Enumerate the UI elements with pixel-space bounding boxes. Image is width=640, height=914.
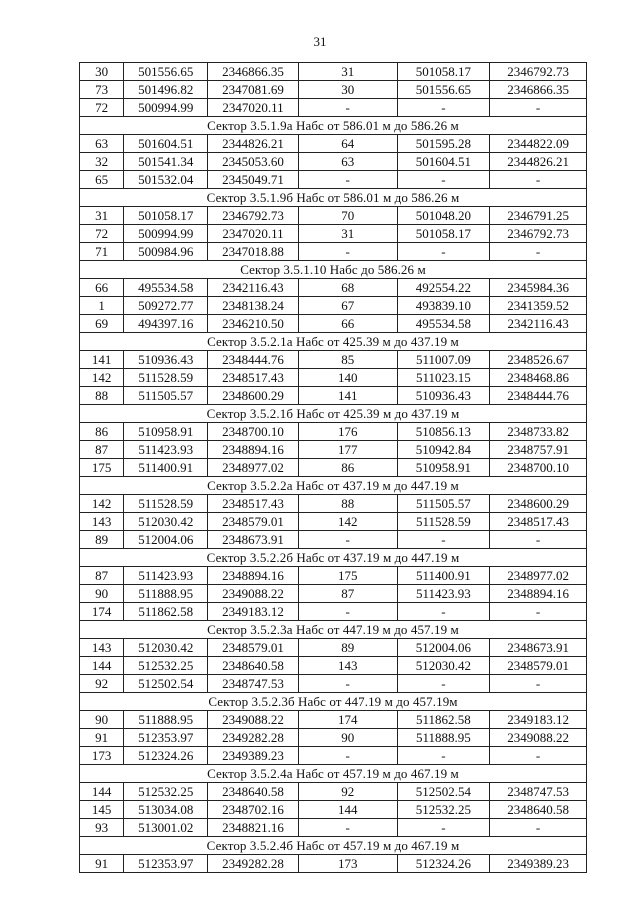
y-coordinate-cell: 2346791.25 — [490, 207, 587, 225]
table-row — [80, 387, 587, 405]
x-coordinate-cell: 501541.34 — [124, 153, 208, 171]
table-row — [80, 441, 587, 459]
sector-title: Сектор 3.5.2.1б Набс от 425.39 м до 437.19 м — [80, 405, 587, 423]
point-id-cell: 90 — [298, 729, 397, 747]
table-row — [80, 657, 587, 675]
table-row — [80, 513, 587, 531]
sector-header-row — [80, 837, 587, 855]
x-coordinate-cell: 511023.15 — [397, 369, 490, 387]
y-coordinate-cell: 2348579.01 — [208, 513, 298, 531]
y-coordinate-cell: - — [490, 243, 587, 261]
x-coordinate-cell: 512353.97 — [124, 729, 208, 747]
sector-header-row — [80, 405, 587, 423]
coordinates-table-body — [80, 63, 587, 873]
point-id-cell: 89 — [298, 639, 397, 657]
table-row — [80, 783, 587, 801]
point-id-cell: 176 — [298, 423, 397, 441]
x-coordinate-cell: - — [397, 603, 490, 621]
x-coordinate-cell: 513001.02 — [124, 819, 208, 837]
x-coordinate-cell: 501604.51 — [124, 135, 208, 153]
x-coordinate-cell: 512004.06 — [397, 639, 490, 657]
y-coordinate-cell: 2347020.11 — [208, 99, 298, 117]
sector-title: Сектор 3.5.2.3а Набс от 447.19 м до 457.19 м — [80, 621, 587, 639]
point-id-cell: 90 — [80, 585, 124, 603]
page-number: 31 — [313, 34, 327, 49]
sector-header-row — [80, 693, 587, 711]
y-coordinate-cell: - — [490, 171, 587, 189]
table-row — [80, 171, 587, 189]
x-coordinate-cell: 495534.58 — [397, 315, 490, 333]
y-coordinate-cell: 2348640.58 — [208, 783, 298, 801]
y-coordinate-cell: 2344826.21 — [208, 135, 298, 153]
y-coordinate-cell: 2348894.16 — [208, 441, 298, 459]
y-coordinate-cell: 2348600.29 — [490, 495, 587, 513]
table-row — [80, 99, 587, 117]
x-coordinate-cell: 509272.77 — [124, 297, 208, 315]
sector-title: Сектор 3.5.2.4б Набс от 457.19 м до 467.19 м — [80, 837, 587, 855]
point-id-cell: 66 — [80, 279, 124, 297]
x-coordinate-cell: 511505.57 — [124, 387, 208, 405]
y-coordinate-cell: 2349088.22 — [490, 729, 587, 747]
table-row — [80, 495, 587, 513]
x-coordinate-cell: 512324.26 — [397, 855, 490, 873]
point-id-cell: 145 — [80, 801, 124, 819]
y-coordinate-cell: 2348640.58 — [490, 801, 587, 819]
y-coordinate-cell: 2348747.53 — [490, 783, 587, 801]
sector-title: Сектор 3.5.2.1а Набс от 425.39 м до 437.19 м — [80, 333, 587, 351]
x-coordinate-cell: 493839.10 — [397, 297, 490, 315]
y-coordinate-cell: 2349389.23 — [490, 855, 587, 873]
point-id-cell: 92 — [80, 675, 124, 693]
point-id-cell: 144 — [298, 801, 397, 819]
x-coordinate-cell: 512030.42 — [397, 657, 490, 675]
x-coordinate-cell: 492554.22 — [397, 279, 490, 297]
point-id-cell: 91 — [80, 729, 124, 747]
y-coordinate-cell: 2348517.43 — [490, 513, 587, 531]
point-id-cell: 91 — [80, 855, 124, 873]
x-coordinate-cell: 501556.65 — [397, 81, 490, 99]
x-coordinate-cell: 512324.26 — [124, 747, 208, 765]
x-coordinate-cell: 510936.43 — [124, 351, 208, 369]
point-id-cell: 142 — [80, 369, 124, 387]
point-id-cell: - — [298, 99, 397, 117]
point-id-cell: 175 — [80, 459, 124, 477]
point-id-cell: 31 — [298, 63, 397, 81]
point-id-cell: 175 — [298, 567, 397, 585]
table-row — [80, 225, 587, 243]
y-coordinate-cell: 2345053.60 — [208, 153, 298, 171]
x-coordinate-cell: 511528.59 — [124, 495, 208, 513]
x-coordinate-cell: 494397.16 — [124, 315, 208, 333]
x-coordinate-cell: 500994.99 — [124, 99, 208, 117]
point-id-cell: 63 — [80, 135, 124, 153]
y-coordinate-cell: - — [490, 747, 587, 765]
point-id-cell: 142 — [80, 495, 124, 513]
y-coordinate-cell: 2348821.16 — [208, 819, 298, 837]
x-coordinate-cell: - — [397, 819, 490, 837]
sector-title: Сектор 3.5.1.9б Набс от 586.01 м до 586.26 м — [80, 189, 587, 207]
x-coordinate-cell: 512532.25 — [124, 783, 208, 801]
point-id-cell: - — [298, 603, 397, 621]
point-id-cell: - — [298, 171, 397, 189]
sector-title: Сектор 3.5.1.10 Набс до 586.26 м — [80, 261, 587, 279]
point-id-cell: 72 — [80, 99, 124, 117]
point-id-cell: 143 — [298, 657, 397, 675]
x-coordinate-cell: 512004.06 — [124, 531, 208, 549]
point-id-cell: 173 — [80, 747, 124, 765]
y-coordinate-cell: 2348700.10 — [490, 459, 587, 477]
y-coordinate-cell: 2346210.50 — [208, 315, 298, 333]
y-coordinate-cell: 2348673.91 — [490, 639, 587, 657]
point-id-cell: 69 — [80, 315, 124, 333]
x-coordinate-cell: 511423.93 — [124, 567, 208, 585]
y-coordinate-cell: - — [490, 819, 587, 837]
x-coordinate-cell: 511862.58 — [397, 711, 490, 729]
point-id-cell: 31 — [80, 207, 124, 225]
x-coordinate-cell: 501058.17 — [397, 63, 490, 81]
table-row — [80, 279, 587, 297]
x-coordinate-cell: 510958.91 — [397, 459, 490, 477]
point-id-cell: 67 — [298, 297, 397, 315]
x-coordinate-cell: 500984.96 — [124, 243, 208, 261]
point-id-cell: 144 — [80, 657, 124, 675]
x-coordinate-cell: 512030.42 — [124, 639, 208, 657]
x-coordinate-cell: 501556.65 — [124, 63, 208, 81]
x-coordinate-cell: 511505.57 — [397, 495, 490, 513]
x-coordinate-cell: - — [397, 675, 490, 693]
y-coordinate-cell: 2348579.01 — [208, 639, 298, 657]
table-row — [80, 567, 587, 585]
y-coordinate-cell: 2348894.16 — [490, 585, 587, 603]
table-row — [80, 243, 587, 261]
y-coordinate-cell: 2349183.12 — [490, 711, 587, 729]
table-row — [80, 135, 587, 153]
point-id-cell: 66 — [298, 315, 397, 333]
table-row — [80, 315, 587, 333]
point-id-cell: 87 — [80, 567, 124, 585]
y-coordinate-cell: 2345984.36 — [490, 279, 587, 297]
point-id-cell: 90 — [80, 711, 124, 729]
y-coordinate-cell: 2348747.53 — [208, 675, 298, 693]
y-coordinate-cell: 2348600.29 — [208, 387, 298, 405]
x-coordinate-cell: - — [397, 243, 490, 261]
y-coordinate-cell: - — [490, 531, 587, 549]
x-coordinate-cell: 511423.93 — [124, 441, 208, 459]
x-coordinate-cell: - — [397, 531, 490, 549]
x-coordinate-cell: 501496.82 — [124, 81, 208, 99]
x-coordinate-cell: 512502.54 — [397, 783, 490, 801]
x-coordinate-cell: 512502.54 — [124, 675, 208, 693]
y-coordinate-cell: 2349088.22 — [208, 585, 298, 603]
sector-title: Сектор 3.5.2.2б Набс от 437.19 м до 447.19 м — [80, 549, 587, 567]
point-id-cell: 174 — [298, 711, 397, 729]
sector-header-row — [80, 765, 587, 783]
y-coordinate-cell: 2347018.88 — [208, 243, 298, 261]
point-id-cell: 85 — [298, 351, 397, 369]
y-coordinate-cell: 2348640.58 — [208, 657, 298, 675]
x-coordinate-cell: 495534.58 — [124, 279, 208, 297]
sector-header-row — [80, 477, 587, 495]
x-coordinate-cell: 510942.84 — [397, 441, 490, 459]
y-coordinate-cell: 2349282.28 — [208, 729, 298, 747]
x-coordinate-cell: 511888.95 — [397, 729, 490, 747]
sector-title: Сектор 3.5.2.3б Набс от 447.19 м до 457.19м — [80, 693, 587, 711]
x-coordinate-cell: - — [397, 99, 490, 117]
sector-header-row — [80, 333, 587, 351]
table-row — [80, 675, 587, 693]
x-coordinate-cell: 511528.59 — [124, 369, 208, 387]
point-id-cell: 144 — [80, 783, 124, 801]
point-id-cell: - — [298, 819, 397, 837]
y-coordinate-cell: 2348468.86 — [490, 369, 587, 387]
y-coordinate-cell: 2344826.21 — [490, 153, 587, 171]
y-coordinate-cell: 2345049.71 — [208, 171, 298, 189]
x-coordinate-cell: 501532.04 — [124, 171, 208, 189]
x-coordinate-cell: 511007.09 — [397, 351, 490, 369]
point-id-cell: 31 — [298, 225, 397, 243]
point-id-cell: 87 — [298, 585, 397, 603]
coordinates-table — [79, 62, 587, 873]
point-id-cell: 68 — [298, 279, 397, 297]
table-row — [80, 459, 587, 477]
y-coordinate-cell: 2348733.82 — [490, 423, 587, 441]
point-id-cell: 141 — [298, 387, 397, 405]
table-row — [80, 729, 587, 747]
x-coordinate-cell: 510958.91 — [124, 423, 208, 441]
point-id-cell: 88 — [298, 495, 397, 513]
point-id-cell: 143 — [80, 513, 124, 531]
point-id-cell: 174 — [80, 603, 124, 621]
x-coordinate-cell: 501595.28 — [397, 135, 490, 153]
x-coordinate-cell: 511423.93 — [397, 585, 490, 603]
table-row — [80, 603, 587, 621]
y-coordinate-cell: 2348894.16 — [208, 567, 298, 585]
point-id-cell: 73 — [80, 81, 124, 99]
y-coordinate-cell: - — [490, 675, 587, 693]
table-row — [80, 423, 587, 441]
point-id-cell: 88 — [80, 387, 124, 405]
y-coordinate-cell: 2348757.91 — [490, 441, 587, 459]
point-id-cell: 173 — [298, 855, 397, 873]
point-id-cell: 30 — [298, 81, 397, 99]
y-coordinate-cell: 2346792.73 — [208, 207, 298, 225]
x-coordinate-cell: 501048.20 — [397, 207, 490, 225]
point-id-cell: 93 — [80, 819, 124, 837]
x-coordinate-cell: 501058.17 — [124, 207, 208, 225]
y-coordinate-cell: 2348517.43 — [208, 369, 298, 387]
sector-header-row — [80, 621, 587, 639]
y-coordinate-cell: 2348673.91 — [208, 531, 298, 549]
x-coordinate-cell: 501604.51 — [397, 153, 490, 171]
y-coordinate-cell: 2348444.76 — [208, 351, 298, 369]
point-id-cell: 71 — [80, 243, 124, 261]
y-coordinate-cell: 2349088.22 — [208, 711, 298, 729]
table-row — [80, 207, 587, 225]
point-id-cell: 1 — [80, 297, 124, 315]
y-coordinate-cell: 2344822.09 — [490, 135, 587, 153]
point-id-cell: - — [298, 747, 397, 765]
point-id-cell: 177 — [298, 441, 397, 459]
x-coordinate-cell: 511862.58 — [124, 603, 208, 621]
point-id-cell: 87 — [80, 441, 124, 459]
point-id-cell: 65 — [80, 171, 124, 189]
point-id-cell: 72 — [80, 225, 124, 243]
y-coordinate-cell: 2348444.76 — [490, 387, 587, 405]
point-id-cell: - — [298, 675, 397, 693]
table-row — [80, 351, 587, 369]
x-coordinate-cell: 510936.43 — [397, 387, 490, 405]
x-coordinate-cell: 511888.95 — [124, 711, 208, 729]
y-coordinate-cell: 2348526.67 — [490, 351, 587, 369]
table-row — [80, 585, 587, 603]
y-coordinate-cell: 2349183.12 — [208, 603, 298, 621]
table-row — [80, 855, 587, 873]
y-coordinate-cell: 2342116.43 — [490, 315, 587, 333]
y-coordinate-cell: 2348517.43 — [208, 495, 298, 513]
y-coordinate-cell: 2348138.24 — [208, 297, 298, 315]
table-row — [80, 63, 587, 81]
y-coordinate-cell: 2348579.01 — [490, 657, 587, 675]
x-coordinate-cell: 511888.95 — [124, 585, 208, 603]
y-coordinate-cell: 2346792.73 — [490, 63, 587, 81]
sector-title: Сектор 3.5.2.2а Набс от 437.19 м до 447.19 м — [80, 477, 587, 495]
sector-header-row — [80, 189, 587, 207]
x-coordinate-cell: 512030.42 — [124, 513, 208, 531]
y-coordinate-cell: 2346792.73 — [490, 225, 587, 243]
table-row — [80, 711, 587, 729]
point-id-cell: 143 — [80, 639, 124, 657]
table-row — [80, 801, 587, 819]
y-coordinate-cell: 2348700.10 — [208, 423, 298, 441]
point-id-cell: 32 — [80, 153, 124, 171]
y-coordinate-cell: 2342116.43 — [208, 279, 298, 297]
point-id-cell: 86 — [298, 459, 397, 477]
y-coordinate-cell: 2349389.23 — [208, 747, 298, 765]
sector-header-row — [80, 549, 587, 567]
point-id-cell: 64 — [298, 135, 397, 153]
x-coordinate-cell: 511528.59 — [397, 513, 490, 531]
x-coordinate-cell: 513034.08 — [124, 801, 208, 819]
x-coordinate-cell: 510856.13 — [397, 423, 490, 441]
y-coordinate-cell: 2348702.16 — [208, 801, 298, 819]
y-coordinate-cell: 2348977.02 — [490, 567, 587, 585]
point-id-cell: 140 — [298, 369, 397, 387]
x-coordinate-cell: 512532.25 — [397, 801, 490, 819]
table-row — [80, 531, 587, 549]
point-id-cell: 89 — [80, 531, 124, 549]
sector-title: Сектор 3.5.1.9а Набс от 586.01 м до 586.26 м — [80, 117, 587, 135]
point-id-cell: 63 — [298, 153, 397, 171]
point-id-cell: - — [298, 243, 397, 261]
table-row — [80, 369, 587, 387]
y-coordinate-cell: 2348977.02 — [208, 459, 298, 477]
table-row — [80, 153, 587, 171]
point-id-cell: 70 — [298, 207, 397, 225]
sector-header-row — [80, 261, 587, 279]
sector-header-row — [80, 117, 587, 135]
y-coordinate-cell: 2346866.35 — [208, 63, 298, 81]
x-coordinate-cell: 500994.99 — [124, 225, 208, 243]
point-id-cell: 86 — [80, 423, 124, 441]
y-coordinate-cell: 2347020.11 — [208, 225, 298, 243]
point-id-cell: - — [298, 531, 397, 549]
y-coordinate-cell: 2349282.28 — [208, 855, 298, 873]
table-row — [80, 819, 587, 837]
y-coordinate-cell: - — [490, 603, 587, 621]
x-coordinate-cell: - — [397, 747, 490, 765]
point-id-cell: 142 — [298, 513, 397, 531]
table-row — [80, 639, 587, 657]
point-id-cell: 92 — [298, 783, 397, 801]
y-coordinate-cell: - — [490, 99, 587, 117]
x-coordinate-cell: - — [397, 171, 490, 189]
table-row — [80, 747, 587, 765]
x-coordinate-cell: 501058.17 — [397, 225, 490, 243]
table-row — [80, 81, 587, 99]
point-id-cell: 30 — [80, 63, 124, 81]
y-coordinate-cell: 2346866.35 — [490, 81, 587, 99]
x-coordinate-cell: 512532.25 — [124, 657, 208, 675]
table-row — [80, 297, 587, 315]
x-coordinate-cell: 511400.91 — [124, 459, 208, 477]
x-coordinate-cell: 512353.97 — [124, 855, 208, 873]
sector-title: Сектор 3.5.2.4а Набс от 457.19 м до 467.19 м — [80, 765, 587, 783]
point-id-cell: 141 — [80, 351, 124, 369]
x-coordinate-cell: 511400.91 — [397, 567, 490, 585]
y-coordinate-cell: 2341359.52 — [490, 297, 587, 315]
y-coordinate-cell: 2347081.69 — [208, 81, 298, 99]
